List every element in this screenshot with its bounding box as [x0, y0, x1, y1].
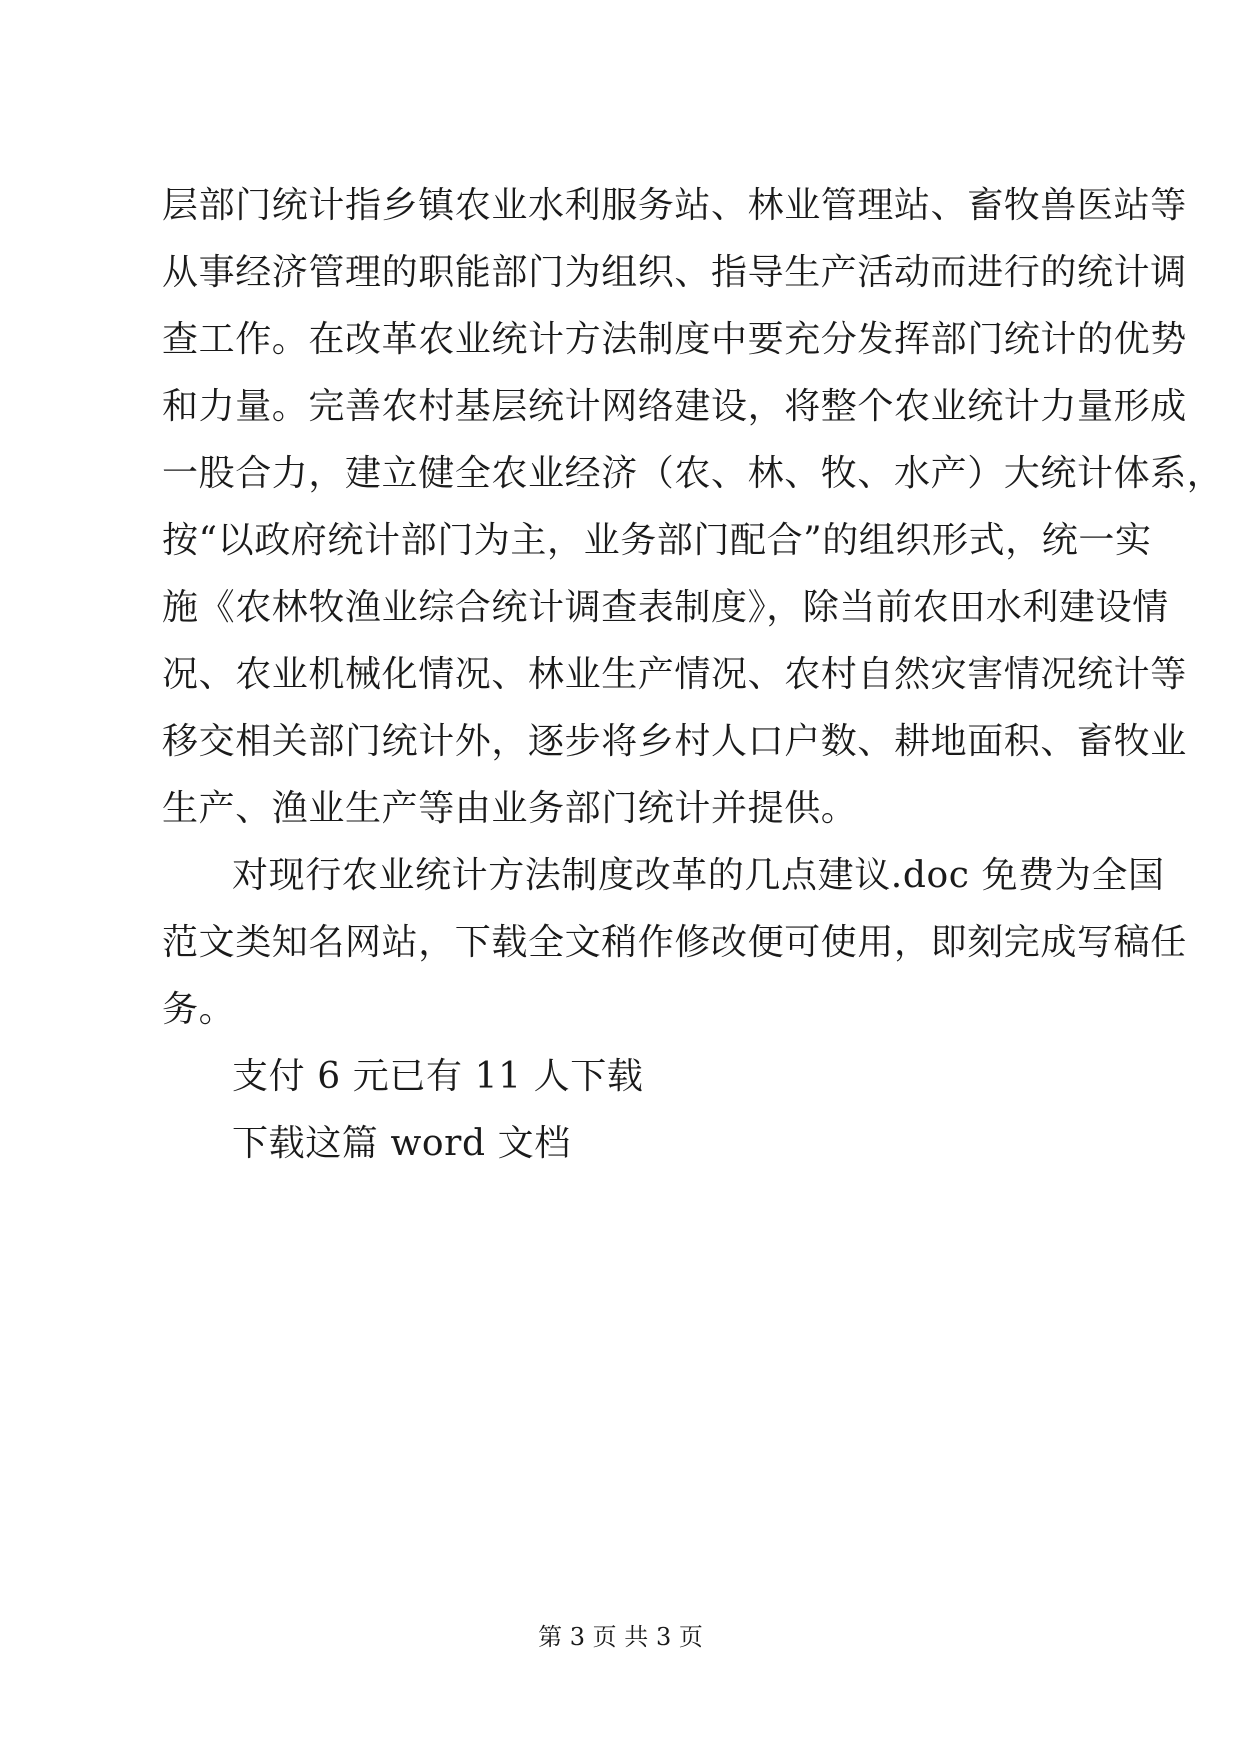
body-line-4: 和力量。完善农村基层统计网络建设，将整个农业统计力量形成 [162, 386, 1187, 427]
promo-line-2: 范文类知名网站，下载全文稍作修改便可使用，即刻完成写稿任 [162, 922, 1187, 963]
body-line-6: 按“以政府统计部门为主，业务部门配合”的组织形式，统一实 [162, 520, 1152, 561]
payment-info-text: 支付 6 元已有 11 人下载 [232, 1056, 644, 1097]
body-line-9: 移交相关部门统计外，逐步将乡村人口户数、耕地面积、畜牧业 [162, 721, 1187, 762]
body-line-1: 层部门统计指乡镇农业水利服务站、林业管理站、畜牧兽医站等 [162, 185, 1187, 226]
page-number-footer: 第 3 页 共 3 页 [538, 1623, 703, 1651]
download-word-link[interactable]: 下载这篇 word 文档 [232, 1123, 571, 1164]
promo-line-1: 对现行农业统计方法制度改革的几点建议.doc 免费为全国 [232, 855, 1165, 896]
body-line-10: 生产、渔业生产等由业务部门统计并提供。 [162, 788, 858, 829]
body-line-7: 施《农林牧渔业综合统计调查表制度》，除当前农田水利建设情 [162, 587, 1169, 628]
body-line-2: 从事经济管理的职能部门为组织、指导生产活动而进行的统计调 [162, 252, 1187, 293]
body-line-3: 查工作。在改革农业统计方法制度中要充分发挥部门统计的优势 [162, 319, 1187, 360]
promo-line-3: 务。 [162, 989, 236, 1030]
body-line-5: 一股合力，建立健全农业经济（农、林、牧、水产）大统计体系， [162, 453, 1224, 494]
body-line-8: 况、农业机械化情况、林业生产情况、农村自然灾害情况统计等 [162, 654, 1187, 695]
